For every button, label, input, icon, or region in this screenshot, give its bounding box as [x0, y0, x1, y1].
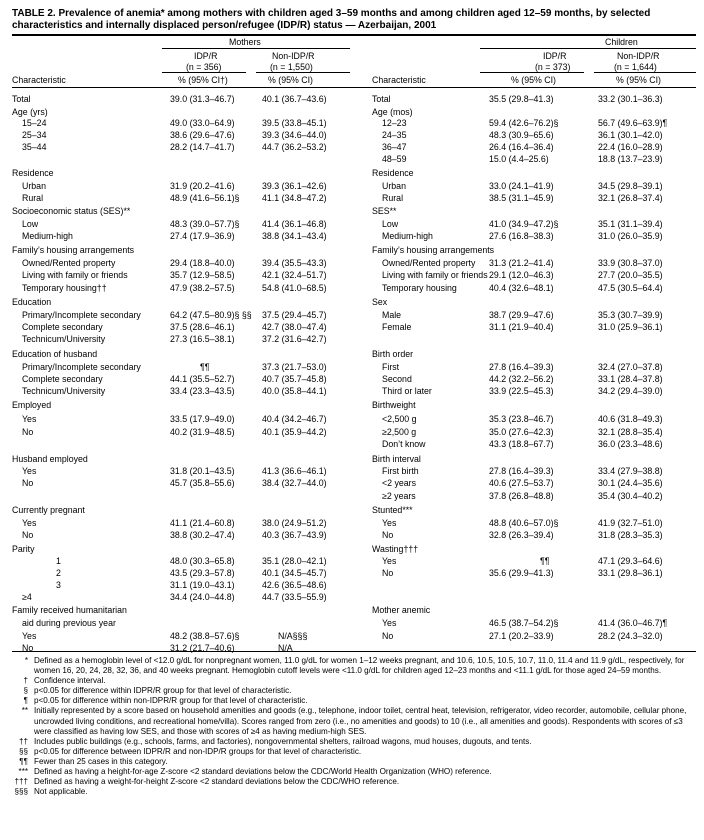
mothers-category-label: Education of husband: [12, 349, 98, 359]
children-idpr-value: 31.1 (21.9–40.4): [489, 322, 554, 332]
children-non-idpr-value: 47.5 (30.5–64.4): [598, 283, 663, 293]
mothers-idpr-value: 31.2 (21.7–40.6): [170, 643, 235, 653]
children-non-idpr-value: 40.6 (31.8–49.3): [598, 414, 663, 424]
children-category-label: Birthweight: [372, 400, 416, 410]
children-subcategory-label: Owned/Rented property: [382, 258, 476, 268]
mothers-subcategory-label: Primary/Incomplete secondary: [22, 362, 141, 372]
footnote-text: Confidence interval.: [34, 676, 106, 686]
children-non-idpr-value: 32.4 (27.0–37.8): [598, 362, 663, 372]
mothers-idpr-value: 28.2 (14.7–41.7): [170, 142, 235, 152]
mothers-non-idpr-value: 44.7 (33.5–55.9): [262, 592, 327, 602]
table-row: [0, 504, 704, 517]
children-idpr-value: 31.3 (21.2–41.4): [489, 258, 554, 268]
mothers-non-idpr-header: Non-IDP/R: [272, 51, 315, 61]
footnote-symbol: §: [23, 686, 28, 696]
children-category-label: Residence: [372, 168, 414, 178]
children-category-label: Birth order: [372, 349, 414, 359]
table-row: [0, 167, 704, 180]
footnote-text: Defined as a hemoglobin level of <12.0 g/dL for nonpregnant women, 11.0 g/dL for women 1–12 weeks pregnant, and 10.6, 10.5, 10.5, 10.7, 11.0, 11.4 and 11.9 g/dL, respectively, for women 16, 20, 24, 28, 32, 36, and 40 weeks pregnant. Hemoglobin cutoff levels were <11.0 g/dL for children aged 12–23 months and <11.1 g/dL for those aged 24–59 months.: [34, 656, 685, 676]
children-idpr-value: 27.8 (16.4–39.3): [489, 362, 554, 372]
children-idpr-n: (n = 373): [535, 62, 571, 72]
children-subcategory-label: First birth: [382, 466, 419, 476]
children-non-idpr-value: 47.1 (29.3–64.6): [598, 556, 663, 566]
mothers-idpr-value: 31.1 (19.0–43.1): [170, 580, 235, 590]
children-idpr-value: 59.4 (42.6–76.2)§: [489, 118, 559, 128]
mothers-header: Mothers: [229, 37, 261, 47]
mothers-non-idpr-value: 39.4 (35.5–43.3): [262, 258, 327, 268]
table-row: [0, 438, 704, 451]
table-row: [0, 413, 704, 426]
mothers-non-idpr-value: 38.4 (32.7–44.0): [262, 478, 327, 488]
mothers-subcategory-label: Rural: [22, 193, 44, 203]
children-non-idpr-value: 33.2 (30.1–36.3): [598, 94, 663, 104]
mothers-subcategory-label: Low: [22, 219, 39, 229]
mothers-non-idpr-value: 38.8 (34.1–43.4): [262, 231, 327, 241]
mothers-non-idpr-value: 39.3 (34.6–44.0): [262, 130, 327, 140]
mothers-non-idpr-value: 40.7 (35.7–45.8): [262, 374, 327, 384]
children-category-label: Wasting†††: [372, 544, 419, 554]
mothers-idpr-value: 31.9 (20.2–41.6): [170, 181, 235, 191]
mothers-subcategory-label: Complete secondary: [22, 322, 103, 332]
footnote-text: p<0.05 for difference between IDPR/R and non-IDP/R groups for that level of characteristic.: [34, 746, 362, 756]
children-idpr-value: 44.2 (32.2–56.2): [489, 374, 554, 384]
table-row: [0, 333, 704, 346]
table-row: [0, 282, 704, 295]
table-row: [0, 490, 704, 503]
table-row: [0, 205, 704, 218]
children-non-idpr-value: 35.1 (31.1–39.4): [598, 219, 663, 229]
children-subcategory-label: Medium-high: [382, 231, 433, 241]
children-idpr-value: 40.4 (32.6–48.1): [489, 283, 554, 293]
mothers-non-idpr-n: (n = 1,550): [270, 62, 313, 72]
mothers-non-idpr-pct-header: % (95% CI): [268, 75, 313, 85]
mothers-non-idpr-value: 40.0 (35.8–44.1): [262, 386, 327, 396]
footnote: [0, 656, 688, 676]
mothers-idpr-value: 48.3 (39.0–57.7)§: [170, 219, 240, 229]
mothers-subcategory-label: Complete secondary: [22, 374, 103, 384]
children-non-idpr-value: 28.2 (24.3–32.0): [598, 631, 663, 641]
children-non-idpr-value: 34.2 (29.4–39.0): [598, 386, 663, 396]
mothers-non-idpr-value: 40.1 (36.7–43.6): [262, 94, 327, 104]
footnote-text: Defined as having a height-for-age Z-score <2 standard deviations below the CDC/World Health Organization (WHO) reference.: [34, 767, 492, 777]
children-subcategory-label: Urban: [382, 181, 406, 191]
mothers-category-label: Husband employed: [12, 454, 88, 464]
mothers-idpr-value: 27.4 (17.9–36.9): [170, 231, 235, 241]
children-subcategory-label: Low: [382, 219, 399, 229]
children-category-label: Family’s housing arrangements: [372, 245, 495, 255]
mothers-idpr-value: 38.8 (30.2–47.4): [170, 530, 235, 540]
children-subcategory-label: 12–23: [382, 118, 407, 128]
mothers-category-label: Education: [12, 297, 52, 307]
children-non-idpr-value: 36.1 (30.1–42.0): [598, 130, 663, 140]
children-idpr-value: 48.8 (40.6–57.0)§: [489, 518, 559, 528]
footnote-text: Defined as having a weight-for-height Z-score <2 standard deviations below the CDC/WHO reference.: [34, 777, 400, 787]
table-title: TABLE 2. Prevalence of anemia* among mothers with children aged 3–59 months and among children aged 12–59 months, by selected characteristics and internally displaced person/refugee (IDP/R) status — Azerbaijan, 2001: [12, 8, 651, 31]
mothers-idpr-value: 44.1 (35.5–52.7): [170, 374, 235, 384]
footnote-text: p<0.05 for difference within IDPR/R group for that level of characteristic.: [34, 686, 292, 696]
children-category-label: Stunted***: [372, 505, 413, 515]
children-non-idpr-value: 56.7 (49.6–63.9)¶: [598, 118, 668, 128]
table-row: [0, 617, 704, 630]
footnote-text: Fewer than 25 cases in this category.: [34, 756, 168, 766]
children-non-idpr-value: 32.1 (26.8–37.4): [598, 193, 663, 203]
mothers-non-idpr-value: 40.1 (35.9–44.2): [262, 427, 327, 437]
footnote-symbol: †: [23, 676, 28, 686]
children-non-idpr-value: 41.9 (32.7–51.0): [598, 518, 663, 528]
children-subcategory-label: Don’t know: [382, 439, 426, 449]
mothers-idpr-value: 48.9 (41.6–56.1)§: [170, 193, 240, 203]
table-row: [0, 604, 704, 617]
mothers-non-idpr-value: 54.8 (41.0–68.5): [262, 283, 327, 293]
table-row: [0, 192, 704, 205]
mothers-subcategory-label: Yes: [22, 631, 37, 641]
children-idpr-value: 35.3 (23.8–46.7): [489, 414, 554, 424]
children-idpr-header: IDP/R: [543, 51, 567, 61]
children-non-idpr-header: Non-IDP/R: [617, 51, 660, 61]
children-idpr-value: 32.8 (26.3–39.4): [489, 530, 554, 540]
children-subcategory-label: Female: [382, 322, 412, 332]
mothers-non-idpr-value: 38.0 (24.9–51.2): [262, 518, 327, 528]
mothers-non-idpr-value: 42.6 (36.5–48.6): [262, 580, 327, 590]
table-row: [0, 348, 704, 361]
children-non-idpr-value: 32.1 (28.8–35.4): [598, 427, 663, 437]
children-idpr-value: 38.7 (29.9–47.6): [489, 310, 554, 320]
footnote-symbol: ¶: [23, 696, 28, 706]
mothers-non-idpr-value: 37.5 (29.4–45.7): [262, 310, 327, 320]
mothers-idpr-value: 34.4 (24.0–44.8): [170, 592, 235, 602]
mothers-subcategory-label: Technicum/University: [22, 334, 106, 344]
children-header: Children: [605, 37, 638, 47]
mothers-subcategory-label: Yes: [22, 466, 37, 476]
footnote: [0, 696, 688, 706]
mothers-idpr-value: 38.6 (29.6–47.6): [170, 130, 235, 140]
mothers-idpr-value: 37.5 (28.6–46.1): [170, 322, 235, 332]
table-row: [0, 269, 704, 282]
footnote-text: Initially represented by a score based on household amenities and goods (e.g., telephone, indoor toilet, central heat, television, refrigerator, video recorder, automobile, cellular phone, uncrowded living conditions, and recreational home/villa). Scores ranged from zero (i.e., no amenities and goods) to 10 (i.e., all amenities and goods). Respondents with scores of ≤3 were classified as having low SES, and those with scores of ≥4 as having medium-high SES.: [34, 706, 687, 736]
mothers-non-idpr-value: 40.1 (34.5–45.7): [262, 568, 327, 578]
children-subcategory-label: First: [382, 362, 400, 372]
children-non-idpr-value: 22.4 (16.0–28.9): [598, 142, 663, 152]
mothers-non-idpr-value: N/A: [278, 643, 293, 653]
children-non-idpr-value: 27.7 (20.0–35.5): [598, 270, 663, 280]
mothers-idpr-pct-header: % (95% CI†): [178, 75, 228, 85]
children-idpr-value: 33.9 (22.5–45.3): [489, 386, 554, 396]
children-subcategory-label: <2 years: [382, 478, 416, 488]
children-idpr-value: 35.0 (27.6–42.3): [489, 427, 554, 437]
children-category-label: Mother anemic: [372, 605, 431, 615]
mothers-idpr-value: 33.5 (17.9–49.0): [170, 414, 235, 424]
footnote: [0, 767, 688, 777]
footnote-symbol: †††: [14, 777, 28, 787]
table-row: [0, 93, 704, 106]
children-category-label: Birth interval: [372, 454, 421, 464]
mothers-non-idpr-value: 41.3 (36.6–46.1): [262, 466, 327, 476]
table-row: [0, 296, 704, 309]
mothers-idpr-value: 31.8 (20.1–43.5): [170, 466, 235, 476]
children-non-idpr-value: 30.1 (24.4–35.6): [598, 478, 663, 488]
children-non-idpr-value: 35.3 (30.7–39.9): [598, 310, 663, 320]
mothers-idpr-value: 49.0 (33.0–64.9): [170, 118, 235, 128]
mothers-idpr-header: IDP/R: [194, 51, 218, 61]
children-subcategory-label: 24–35: [382, 130, 407, 140]
children-idpr-value: 15.0 (4.4–25.6): [489, 154, 549, 164]
mothers-idpr-n: (n = 356): [186, 62, 222, 72]
mothers-idpr-value: 40.2 (31.9–48.5): [170, 427, 235, 437]
children-subcategory-label: No: [382, 631, 394, 641]
mothers-category-label: Parity: [12, 544, 35, 554]
table-row: [0, 385, 704, 398]
mothers-non-idpr-value: 44.7 (36.2–53.2): [262, 142, 327, 152]
children-idpr-value: 27.6 (16.8–38.3): [489, 231, 554, 241]
mothers-category-label: Family received humanitarian: [12, 605, 127, 615]
mothers-idpr-value: 39.0 (31.3–46.7): [170, 94, 235, 104]
mothers-subcategory-label: Owned/Rented property: [22, 258, 116, 268]
characteristic-header-right: Characteristic: [372, 75, 426, 85]
mothers-subcategory-label: No: [22, 478, 34, 488]
children-non-idpr-value: 33.9 (30.8–37.0): [598, 258, 663, 268]
children-subcategory-label: Male: [382, 310, 402, 320]
mothers-subcategory-label: 1: [56, 556, 61, 566]
children-idpr-value: 27.1 (20.2–33.9): [489, 631, 554, 641]
children-subcategory-label: Yes: [382, 556, 397, 566]
children-category-label: SES**: [372, 206, 397, 216]
children-subcategory-label: No: [382, 568, 394, 578]
children-idpr-value: 38.5 (31.1–45.9): [489, 193, 554, 203]
table-row: [0, 230, 704, 243]
children-subcategory-label: 36–47: [382, 142, 407, 152]
footnote-text: Includes public buildings (e.g., schools, farms, and factories), nongovernmental shelters, railroad wagons, mud houses, dugouts, and tents.: [34, 736, 532, 746]
children-idpr-value: 29.1 (12.0–46.3): [489, 270, 554, 280]
mothers-subcategory-label: No: [22, 530, 34, 540]
mothers-non-idpr-value: 35.1 (28.0–42.1): [262, 556, 327, 566]
table-row: [0, 642, 704, 655]
footnote: [0, 686, 688, 696]
mothers-idpr-value: 48.0 (30.3–65.8): [170, 556, 235, 566]
children-non-idpr-value: 31.8 (28.3–35.3): [598, 530, 663, 540]
children-subcategory-label: ≥2 years: [382, 491, 416, 501]
footnote-symbol: *: [24, 656, 28, 665]
mothers-category-label: Currently pregnant: [12, 505, 85, 515]
footnote: [0, 737, 688, 747]
children-idpr-value: 35.5 (29.8–41.3): [489, 94, 554, 104]
footnote-text: p<0.05 for difference within non-IDPR/R group for that level of characteristic.: [34, 696, 308, 706]
mothers-non-idpr-value: 42.7 (38.0–47.4): [262, 322, 327, 332]
mothers-category-label: Total: [12, 94, 31, 104]
mothers-subcategory-label: Yes: [22, 518, 37, 528]
children-subcategory-label: ≥2,500 g: [382, 427, 417, 437]
footnote-text: Not applicable.: [34, 787, 88, 797]
footnote: [0, 676, 688, 686]
children-subcategory-label: No: [382, 530, 394, 540]
mothers-idpr-value: 35.7 (12.9–58.5): [170, 270, 235, 280]
mothers-idpr-value: 64.2 (47.5–80.9)§ §§: [170, 310, 252, 320]
children-non-idpr-value: 18.8 (13.7–23.9): [598, 154, 663, 164]
children-subcategory-label: 48–59: [382, 154, 407, 164]
mothers-idpr-value: ¶¶: [200, 362, 210, 372]
footnote-symbol: ***: [18, 767, 28, 777]
table-row: [0, 477, 704, 490]
mothers-idpr-value: 43.5 (29.3–57.8): [170, 568, 235, 578]
footnote-symbol: §§§: [14, 787, 28, 797]
children-category-label: Total: [372, 94, 391, 104]
mothers-non-idpr-value: 39.3 (36.1–42.6): [262, 181, 327, 191]
children-subcategory-label: Living with family or friends: [382, 270, 488, 280]
footnote-symbol: ¶¶: [19, 756, 28, 766]
footnote-symbol: **: [21, 706, 28, 716]
mothers-subcategory-label: Temporary housing††: [22, 283, 107, 293]
children-non-idpr-value: 33.4 (27.9–38.8): [598, 466, 663, 476]
mothers-subcategory-label: aid during previous year: [22, 618, 116, 628]
mothers-subcategory-label: Yes: [22, 414, 37, 424]
mothers-idpr-value: 27.3 (16.5–38.1): [170, 334, 235, 344]
mothers-non-idpr-value: 41.1 (34.8–47.2): [262, 193, 327, 203]
children-non-idpr-value: 35.4 (30.4–40.2): [598, 491, 663, 501]
children-subcategory-label: Yes: [382, 618, 397, 628]
footnote: [0, 777, 688, 787]
children-idpr-value: 33.0 (24.1–41.9): [489, 181, 554, 191]
children-non-idpr-value: 33.1 (29.8–36.1): [598, 568, 663, 578]
children-idpr-value: 27.8 (16.4–39.3): [489, 466, 554, 476]
mothers-non-idpr-value: 40.4 (34.2–46.7): [262, 414, 327, 424]
mothers-non-idpr-value: 37.3 (21.7–53.0): [262, 362, 327, 372]
mothers-non-idpr-value: N/A§§§: [278, 631, 308, 641]
children-idpr-value: 41.0 (34.9–47.2)§: [489, 219, 559, 229]
children-non-idpr-value: 31.0 (26.0–35.9): [598, 231, 663, 241]
mothers-category-label: Residence: [12, 168, 54, 178]
children-non-idpr-pct-header: % (95% CI): [616, 75, 661, 85]
footnote-symbol: §§: [18, 746, 28, 756]
children-non-idpr-value: 31.0 (25.9–36.1): [598, 322, 663, 332]
mothers-subcategory-label: ≥4: [22, 592, 32, 602]
mothers-category-label: Family’s housing arrangements: [12, 245, 135, 255]
children-idpr-value: 26.4 (16.4–36.4): [489, 142, 554, 152]
mothers-idpr-value: 41.1 (21.4–60.8): [170, 518, 235, 528]
table-row: [0, 529, 704, 542]
mothers-subcategory-label: 2: [56, 568, 61, 578]
footnote: [0, 706, 688, 736]
children-idpr-value: 37.8 (26.8–48.8): [489, 491, 554, 501]
footnote: [0, 757, 688, 767]
mothers-idpr-value: 47.9 (38.2–57.5): [170, 283, 235, 293]
mothers-non-idpr-value: 42.1 (32.4–51.7): [262, 270, 327, 280]
mothers-subcategory-label: Primary/Incomplete secondary: [22, 310, 141, 320]
children-category-label: Sex: [372, 297, 388, 307]
footnote-symbol: ††: [18, 736, 28, 746]
mothers-idpr-value: 45.7 (35.8–55.6): [170, 478, 235, 488]
mothers-idpr-value: 29.4 (18.8–40.0): [170, 258, 235, 268]
mothers-subcategory-label: 35–44: [22, 142, 47, 152]
mothers-non-idpr-value: 37.2 (31.6–42.7): [262, 334, 327, 344]
children-idpr-pct-header: % (95% CI): [511, 75, 556, 85]
mothers-subcategory-label: 25–34: [22, 130, 47, 140]
children-idpr-value: 40.6 (27.5–53.7): [489, 478, 554, 488]
table-row: [0, 399, 704, 412]
children-subcategory-label: Rural: [382, 193, 404, 203]
footnote: [0, 747, 688, 757]
children-non-idpr-value: 41.4 (36.0–46.7)¶: [598, 618, 668, 628]
mothers-idpr-value: 48.2 (38.8–57.6)§: [170, 631, 240, 641]
children-idpr-value: 35.6 (29.9–41.3): [489, 568, 554, 578]
children-non-idpr-n: (n = 1,644): [614, 62, 657, 72]
children-subcategory-label: Third or later: [382, 386, 432, 396]
children-idpr-value: 48.3 (30.9–65.6): [489, 130, 554, 140]
mothers-subcategory-label: Living with family or friends: [22, 270, 128, 280]
mothers-category-label: Socioeconomic status (SES)**: [12, 206, 131, 216]
mothers-non-idpr-value: 41.4 (36.1–46.8): [262, 219, 327, 229]
mothers-category-label: Employed: [12, 400, 52, 410]
footnotes: [0, 656, 704, 797]
children-subcategory-label: Second: [382, 374, 412, 384]
mothers-subcategory-label: Medium-high: [22, 231, 73, 241]
mothers-idpr-value: 33.4 (23.3–43.5): [170, 386, 235, 396]
children-subcategory-label: Yes: [382, 518, 397, 528]
table-bottom-rule: [12, 651, 696, 652]
children-non-idpr-value: 36.0 (23.3–48.6): [598, 439, 663, 449]
mothers-subcategory-label: 15–24: [22, 118, 47, 128]
children-idpr-value: ¶¶: [540, 556, 550, 566]
footnote: [0, 787, 688, 797]
children-non-idpr-value: 33.1 (28.4–37.8): [598, 374, 663, 384]
mothers-subcategory-label: Urban: [22, 181, 46, 191]
children-idpr-value: 43.3 (18.8–67.7): [489, 439, 554, 449]
table-row: [0, 244, 704, 257]
children-category-label: Age (mos): [372, 107, 413, 117]
table-row: [0, 591, 704, 604]
mothers-subcategory-label: 3: [56, 580, 61, 590]
children-non-idpr-value: 34.5 (29.8–39.1): [598, 181, 663, 191]
children-idpr-value: 46.5 (38.7–54.2)§: [489, 618, 559, 628]
mothers-subcategory-label: No: [22, 643, 34, 653]
children-subcategory-label: <2,500 g: [382, 414, 417, 424]
table-row: [0, 153, 704, 166]
mothers-subcategory-label: No: [22, 427, 34, 437]
mothers-non-idpr-value: 40.3 (36.7–43.9): [262, 530, 327, 540]
mothers-category-label: Age (yrs): [12, 107, 48, 117]
characteristic-header-left: Characteristic: [12, 75, 66, 85]
mothers-subcategory-label: Technicum/University: [22, 386, 106, 396]
children-subcategory-label: Temporary housing: [382, 283, 457, 293]
mothers-non-idpr-value: 39.5 (33.8–45.1): [262, 118, 327, 128]
